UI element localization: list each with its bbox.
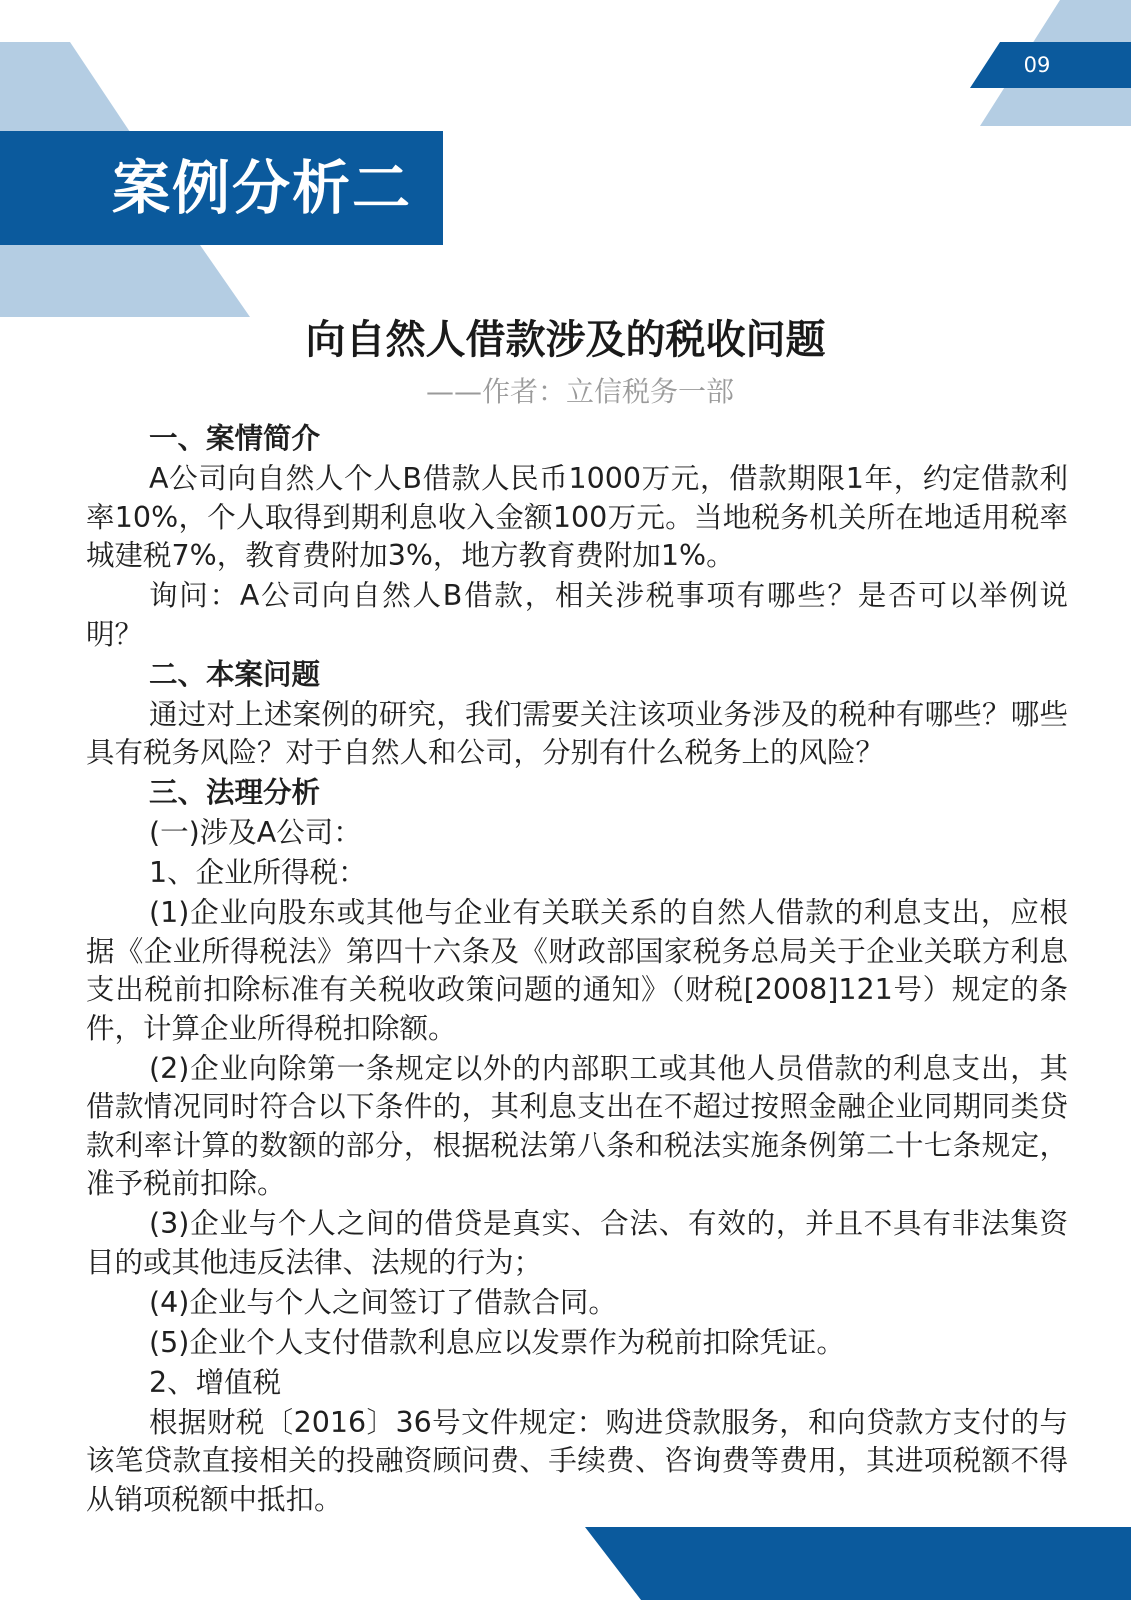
decor-footer-band <box>585 1527 1131 1600</box>
subheading: 2、增值税 <box>149 1365 282 1399</box>
subheading: (一)涉及A公司： <box>149 816 362 849</box>
subheading: 1、企业所得税： <box>149 856 367 889</box>
list-item: (3)企业与个人之间的借贷是真实、合法、有效的，并且不具有非法集资目的或其他违反法律、法规的行为； <box>86 1207 1068 1279</box>
paragraph: 根据财税〔2016〕36号文件规定：购进贷款服务，和向贷款方支付的与该笔贷款直接相关的投融资顾问费、手续费、咨询费等费用，其进项税额不得从销项税额中抵扣。 <box>86 1405 1068 1516</box>
list-item: (4)企业与个人之间签订了借款合同。 <box>149 1285 617 1319</box>
article-body <box>86 420 1068 1521</box>
article-title: 向自然人借款涉及的税收问题 <box>305 317 826 363</box>
decor-light-triangle-bottom <box>0 245 250 317</box>
section-heading-analysis: 三、法理分析 <box>149 776 321 809</box>
page-number: 09 <box>1023 53 1051 77</box>
section-heading-intro: 一、案情简介 <box>149 422 321 455</box>
author-line: ——作者：立信税务一部 <box>425 375 734 408</box>
section-heading-problem: 二、本案问题 <box>149 657 321 691</box>
paragraph: A公司向自然人个人B借款人民币1000万元，借款期限1年，约定借款利率10%，个人取得到期利息收入金额100万元。当地税务机关所在地适用税率城建税7%，教育费附加3%，地方教育费附加1%。 <box>86 462 1068 572</box>
paragraph: 通过对上述案例的研究，我们需要关注该项业务涉及的税种有哪些？哪些具有税务风险？对于自然人和公司，分别有什么税务上的风险？ <box>86 697 1068 769</box>
list-item: (2)企业向除第一条规定以外的内部职工或其他人员借款的利息支出，其借款情况同时符合以下条件的，其利息支出在不超过按照金融企业同期同类贷款利率计算的数额的部分，根据税法第八条和税法实施条例第二十七条规定，准予税前扣除。 <box>86 1051 1068 1200</box>
list-item: (1)企业向股东或其他与企业有关联关系的自然人借款的利息支出，应根据《企业所得税法》第四十六条及《财政部国家税务总局关于企业关联方利息支出税前扣除标准有关税收政策问题的通知》（财税[2008]121号）规定的条件，计算企业所得税扣除额。 <box>86 896 1068 1045</box>
decor-light-triangle-top <box>0 42 130 132</box>
paragraph: 询问：A公司向自然人B借款，相关涉税事项有哪些？是否可以举例说明？ <box>86 579 1068 651</box>
list-item: (5)企业个人支付借款利息应以发票作为税前扣除凭证。 <box>149 1325 845 1359</box>
section-title: 案例分析二 <box>112 154 413 222</box>
